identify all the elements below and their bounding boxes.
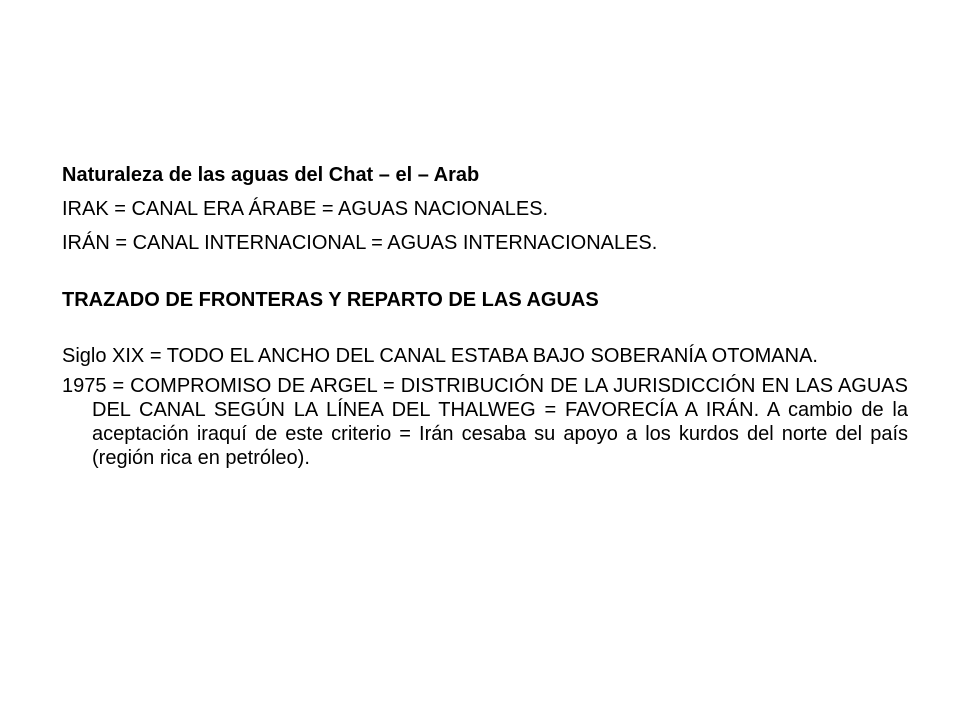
irak-line: IRAK = CANAL ERA ÁRABE = AGUAS NACIONALES. (62, 198, 549, 220)
section-heading: TRAZADO DE FRONTERAS Y REPARTO DE LAS AGUAS (62, 289, 599, 311)
slide-content (62, 163, 908, 470)
slide-title: Naturaleza de las aguas del Chat – el – Arab (62, 164, 480, 186)
paragraph-1975: 1975 = COMPROMISO DE ARGEL = DISTRIBUCIÓN DE LA JURISDICCIÓN EN LAS AGUAS DEL CANAL SEGÚN LA LÍNEA DEL THALWEG = FAVORECÍA A IRÁN. A cambio de la aceptación iraquí de este criterio = Irán cesaba su apoyo a los kurdos del norte del país (región rica en petróleo). (62, 375, 908, 469)
iran-line: IRÁN = CANAL INTERNACIONAL = AGUAS INTERNACIONALES. (62, 232, 658, 254)
paragraph-siglo-xix: Siglo XIX = TODO EL ANCHO DEL CANAL ESTABA BAJO SOBERANÍA OTOMANA. (62, 345, 818, 367)
